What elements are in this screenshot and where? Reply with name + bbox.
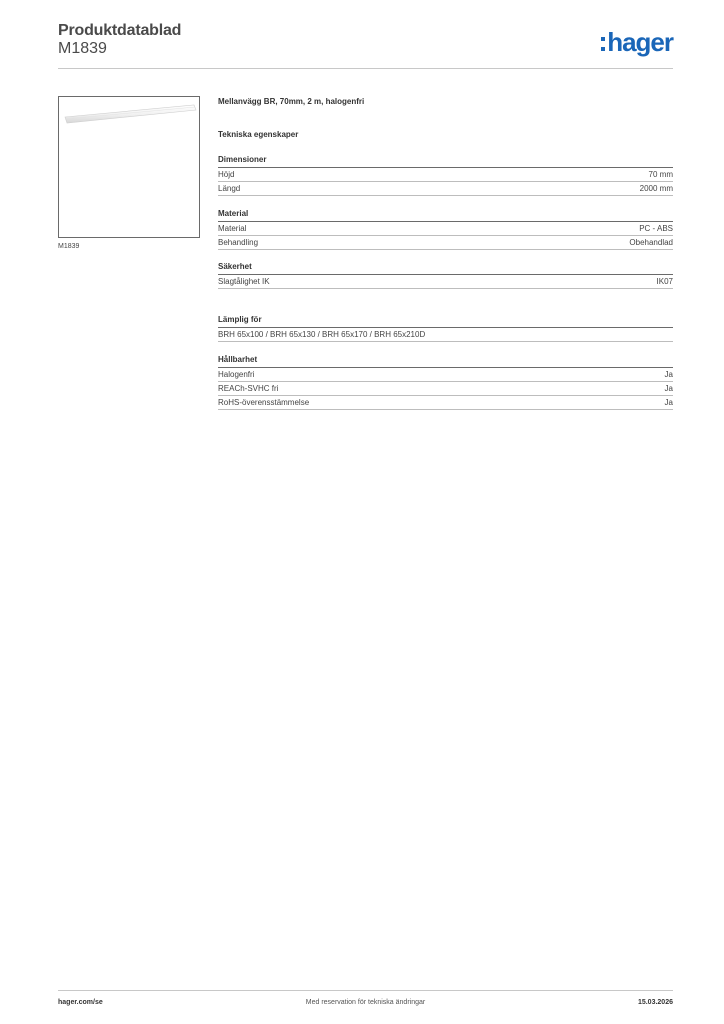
spec-label: Halogenfri (218, 370, 255, 379)
spec-row (218, 182, 673, 196)
section-title: Dimensioner (218, 154, 673, 168)
spec-value: IK07 (656, 277, 673, 286)
image-caption: M1839 (58, 243, 80, 250)
spec-label: Behandling (218, 238, 259, 247)
section-title: Hållbarhet (218, 354, 673, 368)
spec-value: Ja (664, 384, 673, 393)
spec-row (218, 222, 673, 236)
section-dimensions (218, 154, 673, 196)
product-code: M1839 (58, 40, 107, 57)
spec-value: Ja (664, 398, 673, 407)
spec-label: REACh-SVHC fri (218, 384, 279, 393)
spec-label: Slagtålighet IK (218, 277, 270, 286)
spec-label: BRH 65x100 / BRH 65x130 / BRH 65x170 / BRH 65x210D (218, 330, 426, 339)
section-suitable-for (218, 314, 673, 342)
logo-dots-icon (601, 37, 605, 51)
spec-row (218, 368, 673, 382)
spec-row (218, 168, 673, 182)
section-material (218, 208, 673, 250)
page-header (58, 20, 673, 69)
footer-date: 15.03.2026 (637, 999, 673, 1006)
spec-row (218, 236, 673, 250)
section-title: Säkerhet (218, 261, 673, 275)
website-link[interactable]: hager.com/se (58, 999, 103, 1006)
spec-value: Obehandlad (629, 238, 673, 247)
product-name: Mellanvägg BR, 70mm, 2 m, halogenfri (218, 97, 365, 106)
spec-row (218, 328, 673, 342)
section-sustainability (218, 354, 673, 410)
spec-value: 70 mm (648, 170, 673, 179)
section-title: Lämplig för (218, 314, 673, 328)
logo-text: hager (607, 27, 673, 57)
section-title: Material (218, 208, 673, 222)
hager-logo (601, 28, 673, 56)
spec-row (218, 396, 673, 410)
product-image (58, 96, 200, 238)
spec-label: Längd (218, 184, 241, 193)
divider-wall-icon (59, 97, 199, 237)
spec-value: PC - ABS (639, 224, 673, 233)
spec-value: Ja (664, 370, 673, 379)
document-title: Produktdatablad (58, 22, 182, 39)
spec-row (218, 275, 673, 289)
page-footer (58, 990, 673, 1011)
tech-properties-heading: Tekniska egenskaper (218, 130, 299, 139)
spec-row (218, 382, 673, 396)
spec-label: Material (218, 224, 247, 233)
spec-value: 2000 mm (639, 184, 673, 193)
spec-label: Höjd (218, 170, 235, 179)
section-safety (218, 261, 673, 289)
spec-label: RoHS-överensstämmelse (218, 398, 310, 407)
footer-note: Med reservation för tekniska ändringar (305, 999, 426, 1006)
spec-content (218, 96, 673, 407)
